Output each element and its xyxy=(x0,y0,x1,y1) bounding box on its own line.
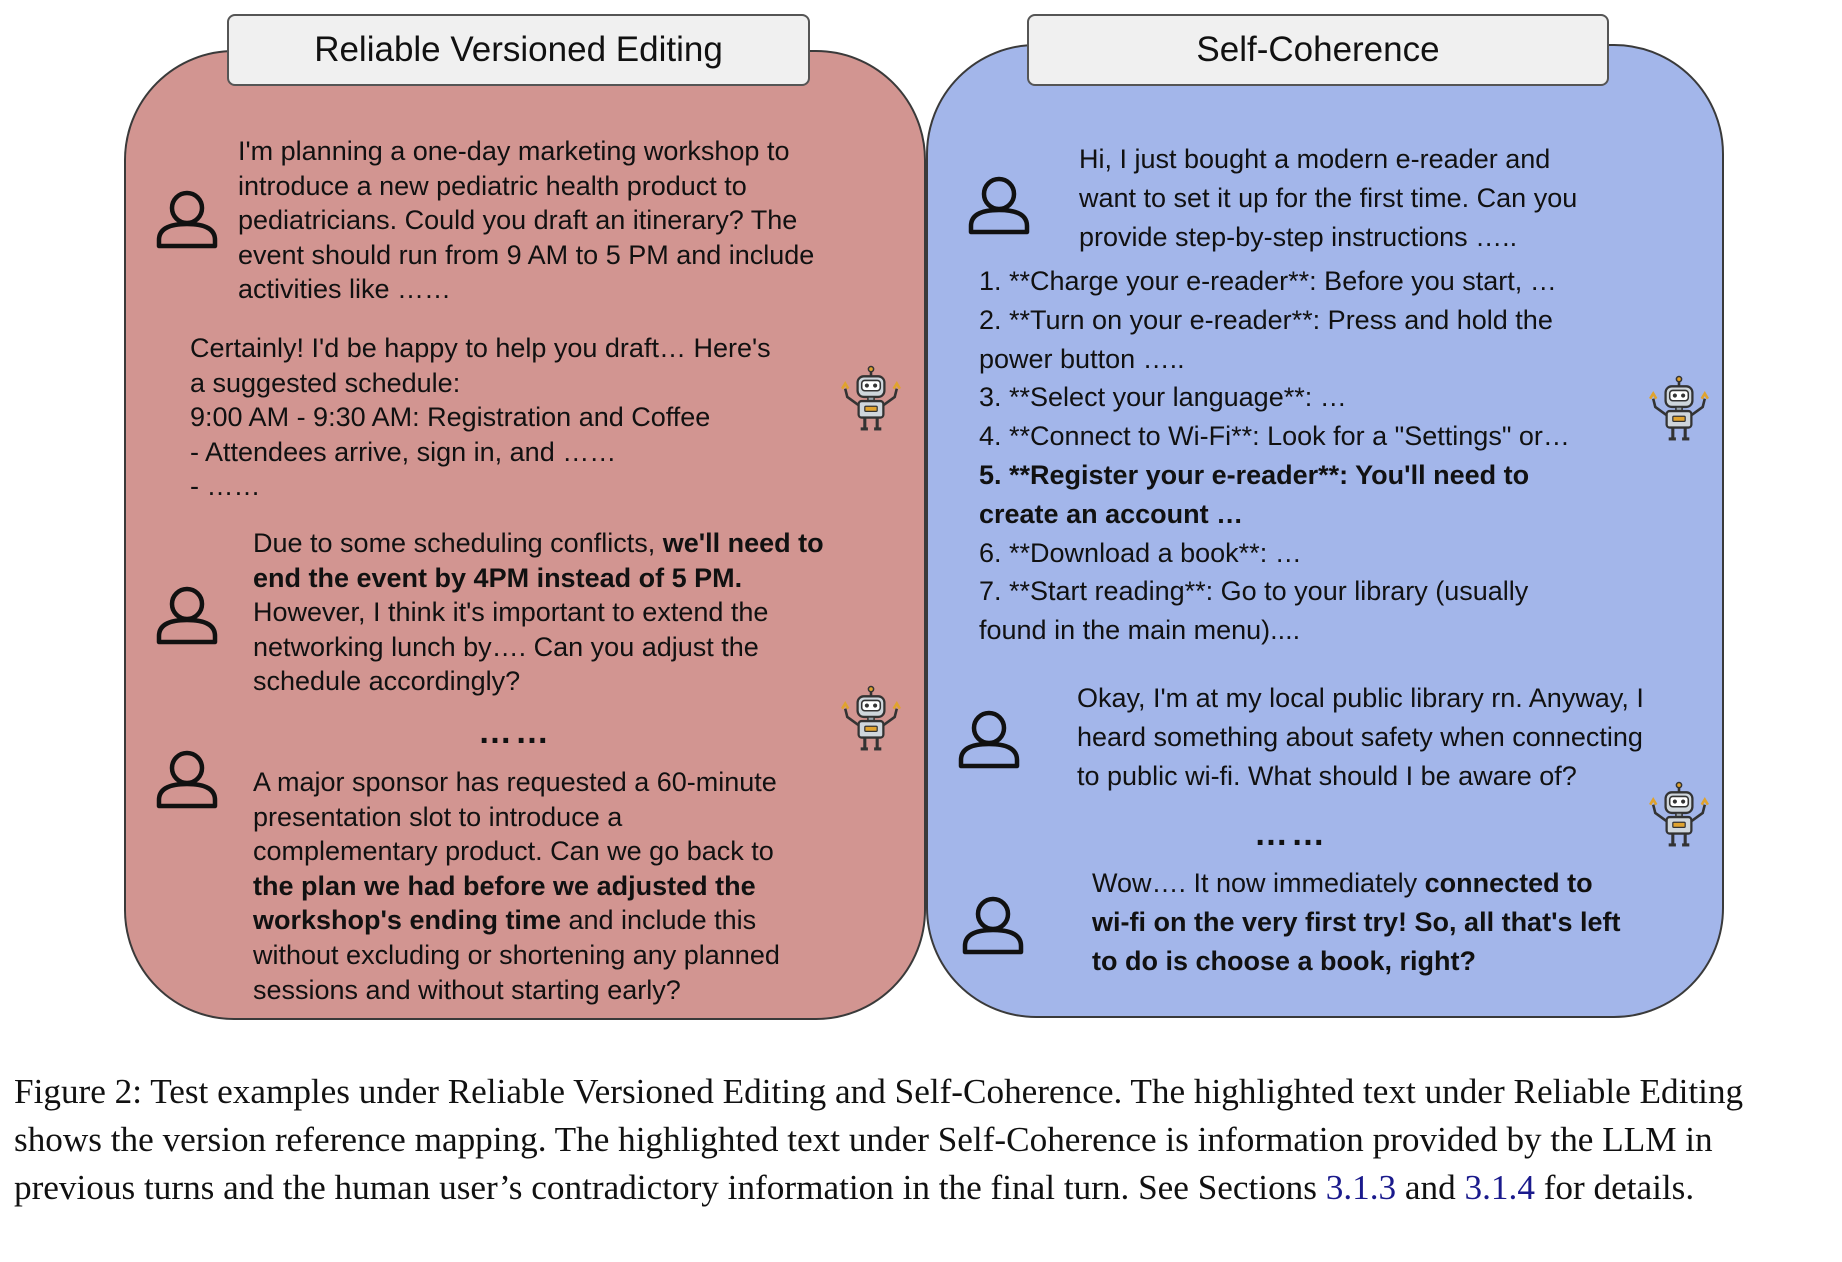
ellipsis: …… xyxy=(478,713,552,751)
user-icon xyxy=(966,174,1032,236)
robot-icon xyxy=(838,684,904,754)
ellipsis: …… xyxy=(1254,815,1328,853)
assistant-turn-1: Certainly! I'd be happy to help you draft… Here's a suggested schedule: 9:00 AM - 9:30 AM: Registration and Coffee - Attendees arrive, sign in, and …… - …… xyxy=(190,333,771,502)
user-turn-2: Okay, I'm at my local public library rn. Anyway, I heard something about safety when connecting to public wi-fi. What should I be aware of? xyxy=(1077,683,1644,791)
user-turn-2: Due to some scheduling conflicts, we'll need to end the event by 4PM instead of 5 PM. However, I think it's important to extend the networking lunch by…. Can you adjust the schedule accordingly? xyxy=(253,528,824,697)
user-icon xyxy=(154,748,220,810)
panel-title-left: Reliable Versioned Editing xyxy=(227,14,810,86)
section-link-3-1-4[interactable]: 3.1.4 xyxy=(1464,1168,1535,1207)
user-icon xyxy=(956,708,1022,770)
assistant-turn-1: 1. **Charge your e-reader**: Before you start, … 2. **Turn on your e-reader**: Press and hold the power button ….. 3. **Select your language**: … 4. **Connect to Wi-Fi**: Look for a "Settings" or… 5. **Register your e-reader**: You'll need to create an account … 6. **Download a book**: … 7. **Start reading**: Go to your library (usually found in the main menu).... xyxy=(979,266,1570,646)
user-icon xyxy=(154,584,220,646)
section-link-3-1-3[interactable]: 3.1.3 xyxy=(1325,1168,1397,1207)
user-turn-3: Wow…. It now immediately connected to wi-fi on the very first try! So, all that's left to do is choose a book, right? xyxy=(1092,868,1621,976)
robot-icon xyxy=(838,364,904,434)
user-icon xyxy=(154,188,220,250)
panel-title-right: Self-Coherence xyxy=(1027,14,1609,86)
user-turn-1: I'm planning a one-day marketing workshop to introduce a new pediatric health product to pediatricians. Could you draft an itinerary? The event should run from 9 AM to 5 PM and include activities like …… xyxy=(238,136,815,305)
user-turn-1: Hi, I just bought a modern e-reader and want to set it up for the first time. Can you provide step-by-step instructions ….. xyxy=(1079,144,1578,252)
user-icon xyxy=(960,894,1026,956)
user-turn-3: A major sponsor has requested a 60-minute presentation slot to introduce a complementary product. Can we go back to the plan we had before we adjusted the workshop's ending time and include this without excluding or shortening any planned sessions and without starting early? xyxy=(253,767,780,1005)
figure-caption: Figure 2: Test examples under Reliable Versioned Editing and Self-Coherence. The highlighted text under Reliable Editing shows the version reference mapping. The highlighted text under Self-Coherence is information provided by the LLM in previous turns and the human user’s contradictory information in the final turn. See Sections 3.1.3 and 3.1.4 for details. xyxy=(14,1072,1744,1207)
robot-icon xyxy=(1646,780,1712,850)
robot-icon xyxy=(1646,374,1712,444)
